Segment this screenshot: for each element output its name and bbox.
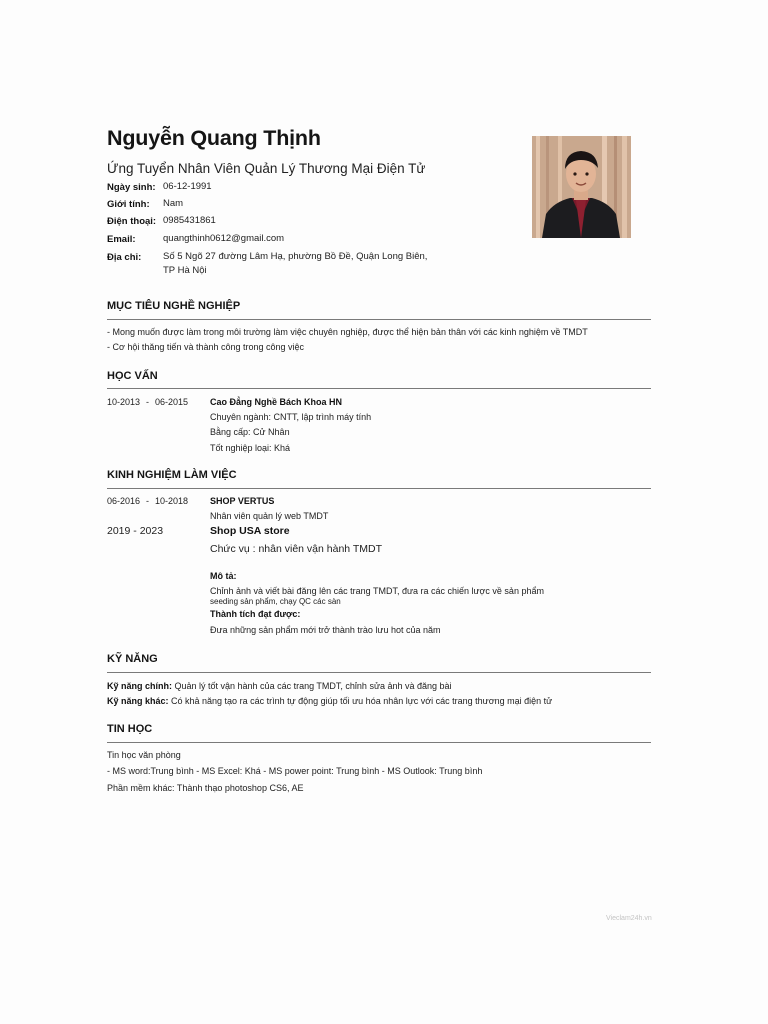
skills-divider bbox=[107, 672, 651, 673]
experience-title: KINH NGHIỆM LÀM VIỆC bbox=[107, 469, 237, 481]
skill-main bbox=[107, 681, 452, 691]
education-end: 06-2015 bbox=[155, 397, 189, 407]
gender-label: Giới tính: bbox=[107, 199, 150, 210]
education-detail: Tốt nghiệp loại: Khá bbox=[210, 443, 291, 453]
education-detail: Chuyên ngành: CNTT, lập trình máy tính bbox=[210, 412, 372, 422]
address-value: Số 5 Ngõ 27 đường Lâm Hạ, phường Bồ Đề, Quận Long Biên, bbox=[163, 251, 428, 262]
education-sep: - bbox=[146, 397, 149, 407]
email-label: Email: bbox=[107, 234, 136, 245]
job2-achievement: Đưa những sản phẩm mới trở thành trào lưu hot của năm bbox=[210, 625, 441, 635]
it-line: Tin học văn phòng bbox=[107, 750, 181, 760]
dob-label: Ngày sinh: bbox=[107, 182, 156, 193]
objective-title: MỤC TIÊU NGHỀ NGHIỆP bbox=[107, 300, 241, 312]
address-value-line2: TP Hà Nội bbox=[163, 265, 207, 276]
profile-photo-image bbox=[532, 136, 631, 238]
phone-value: 0985431861 bbox=[163, 215, 216, 226]
job2-role: Chức vụ : nhân viên vận hành TMDT bbox=[210, 543, 383, 555]
education-divider bbox=[107, 388, 651, 389]
it-title: TIN HỌC bbox=[107, 723, 153, 735]
job1-sep: - bbox=[146, 496, 149, 506]
it-line: - MS word:Trung bình - MS Excel: Khá - MS power point: Trung bình - MS Outlook: Trung bình bbox=[107, 766, 483, 776]
experience-divider bbox=[107, 488, 651, 489]
skill-other bbox=[107, 696, 552, 706]
watermark: Vieclam24h.vn bbox=[606, 915, 652, 922]
job2-desc-label: Mô tả: bbox=[210, 571, 237, 581]
job1-role: Nhân viên quản lý web TMDT bbox=[210, 511, 329, 521]
education-start: 10-2013 bbox=[107, 397, 141, 407]
skill-other-value: Có khả năng tạo ra các trình tự động giúp tối ưu hóa nhân lực với các trang thương mại điện tử bbox=[168, 696, 553, 706]
objective-divider bbox=[107, 319, 651, 320]
job1-company: SHOP VERTUS bbox=[210, 496, 275, 506]
skill-main-value: Quản lý tốt vận hành của các trang TMDT, chỉnh sửa ảnh và đăng bài bbox=[172, 681, 452, 691]
education-school: Cao Đẳng Nghề Bách Khoa HN bbox=[210, 397, 343, 407]
job2-company: Shop USA store bbox=[210, 525, 290, 537]
skills-title: KỸ NĂNG bbox=[107, 653, 158, 665]
skill-other-label: Kỹ năng khác: bbox=[107, 696, 169, 706]
job2-desc-cont: seeding sản phẩm, chạy QC các sàn bbox=[210, 597, 341, 606]
objective-line: - Mong muốn được làm trong môi trường làm việc chuyên nghiệp, được thể hiện bản thân với các kinh nghiệm về TMDT bbox=[107, 327, 588, 337]
education-detail: Bằng cấp: Cử Nhân bbox=[210, 427, 290, 437]
profile-photo bbox=[532, 136, 631, 238]
address-label: Địa chỉ: bbox=[107, 252, 142, 263]
job-position: Ứng Tuyển Nhân Viên Quản Lý Thương Mại Điện Tử bbox=[107, 161, 426, 176]
job1-start: 06-2016 bbox=[107, 496, 141, 506]
job1-end: 10-2018 bbox=[155, 496, 189, 506]
job2-achievement-label: Thành tích đạt được: bbox=[210, 609, 301, 619]
email-value: quangthinh0612@gmail.com bbox=[163, 233, 285, 244]
skill-main-label: Kỹ năng chính: bbox=[107, 681, 172, 691]
phone-label: Điện thoại: bbox=[107, 216, 157, 227]
job2-period: 2019 - 2023 bbox=[107, 525, 164, 537]
it-line: Phần mềm khác: Thành thạo photoshop CS6, AE bbox=[107, 783, 304, 793]
objective-line: - Cơ hội thăng tiến và thành công trong công việc bbox=[107, 342, 305, 352]
job2-desc: Chỉnh ảnh và viết bài đăng lên các trang TMDT, đưa ra các chiến lược về sản phẩm bbox=[210, 586, 544, 596]
it-divider bbox=[107, 742, 651, 743]
dob-value: 06-12-1991 bbox=[163, 181, 212, 192]
candidate-name: Nguyễn Quang Thịnh bbox=[107, 126, 321, 150]
gender-value: Nam bbox=[163, 198, 184, 209]
education-title: HỌC VẤN bbox=[107, 370, 158, 382]
